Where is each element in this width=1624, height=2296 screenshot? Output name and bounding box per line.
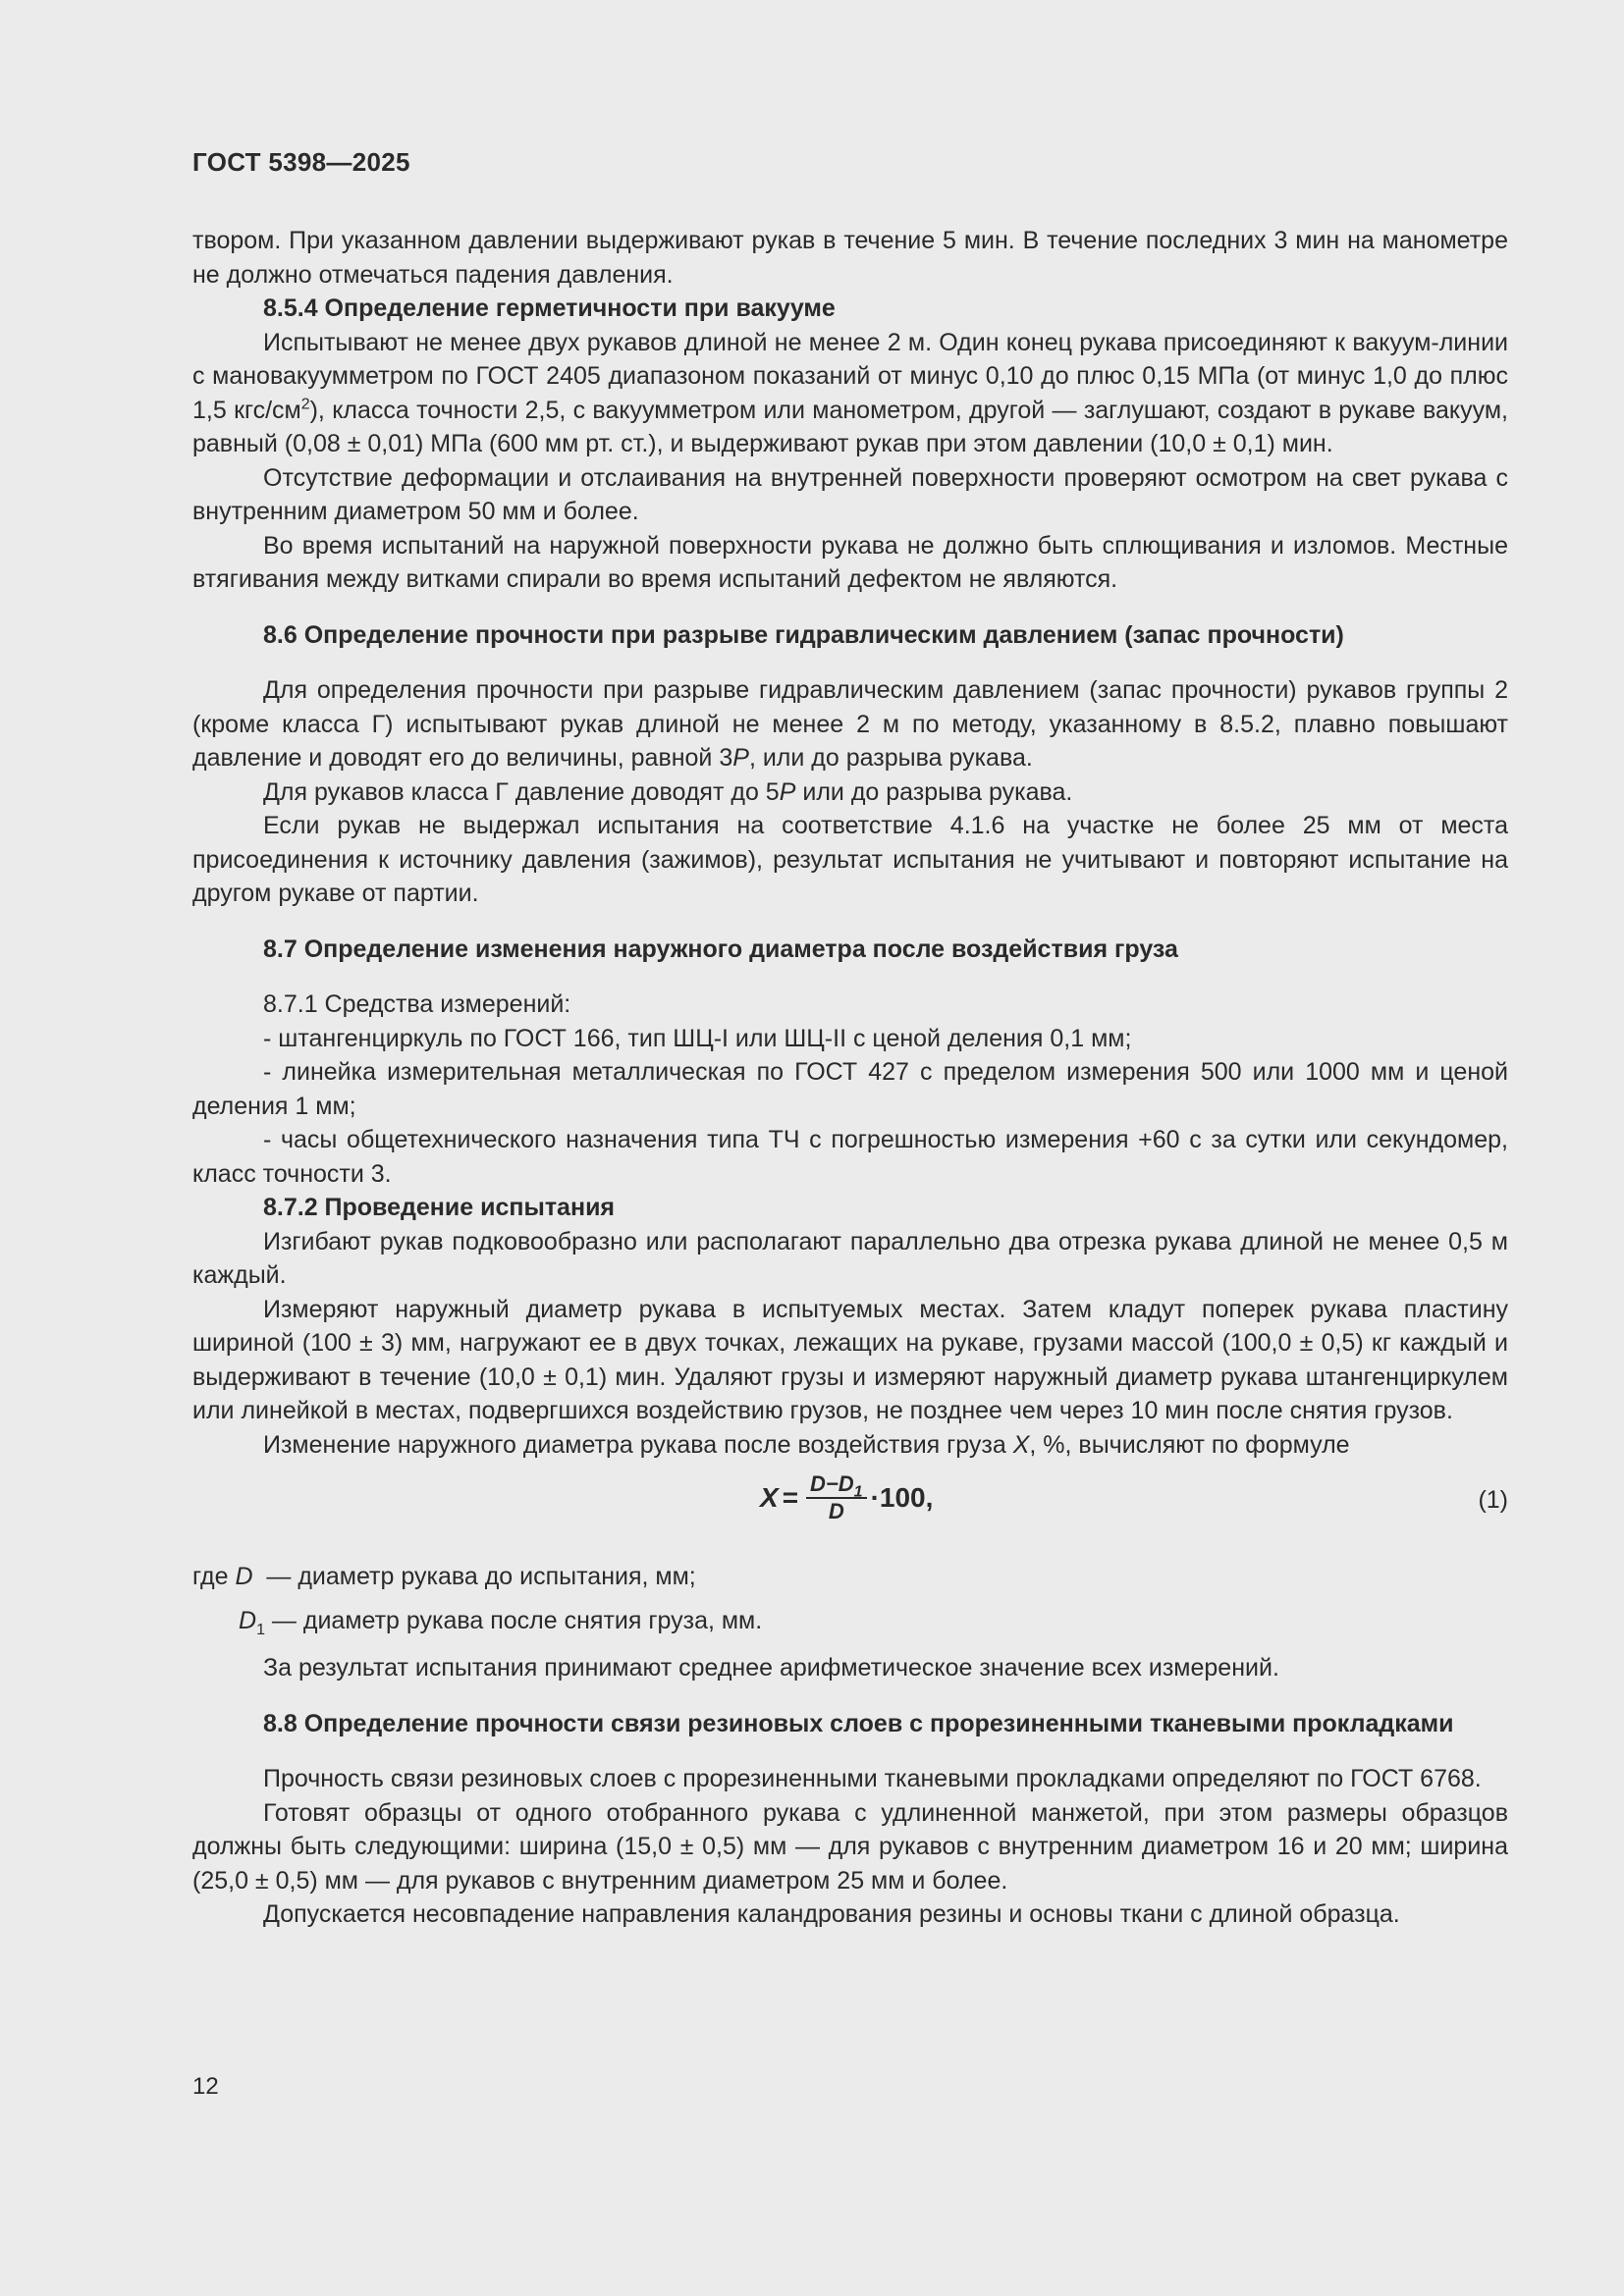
paragraph — [192, 775, 1508, 810]
paragraph: Во время испытаний на наружной поверхности рукава не должно быть сплющивания и изломов. Местные втягивания между витками спирали во время испытаний дефектом не являются. — [192, 531, 1508, 593]
italic-symbol: X — [1012, 1430, 1030, 1459]
subsection-heading-8-7-2: 8.7.2 Проведение испытания — [263, 1194, 616, 1221]
paragraph: За результат испытания принимают среднее арифметическое значение всех измерений. — [263, 1654, 1279, 1682]
where-line — [192, 1604, 1508, 1638]
paragraph — [192, 1428, 1508, 1463]
superscript: 2 — [300, 396, 310, 413]
document-body — [192, 224, 1508, 1932]
paragraph: Измеряют наружный диаметр рукава в испытуемых местах. Затем кладут поперек рукава пластину шириной (100 ± 3) мм, нагружают ее в двух точках, лежащих на рукаве, грузами массой (100,0 ± 0,5) кг каждый и выдерживают в течение (10,0 ± 0,1) мин. Удаляют грузы и измеряют наружный диаметр рукава штангенциркулем или линейкой в местах, подвергшихся воздействию грузов, не позднее чем через 10 мин после снятия грузов. — [192, 1295, 1508, 1424]
subsection-heading-8-5-4: 8.5.4 Определение герметичности при вакууме — [263, 294, 836, 322]
where-subscript: 1 — [256, 1621, 265, 1638]
text-run: , %, вычисляют по формуле — [1029, 1430, 1350, 1459]
numerator-subscript: 1 — [853, 1483, 863, 1501]
paragraph — [192, 326, 1508, 461]
paragraph: Отсутствие деформации и отслаивания на внутренней поверхности проверяют осмотром на свет рукава с внутренним диаметром 50 мм и более. — [192, 463, 1508, 525]
text-run: , или до разрыва рукава. — [748, 744, 1033, 772]
numerator-text: D−D — [810, 1471, 854, 1496]
paragraph — [192, 673, 1508, 775]
formula-numerator — [806, 1471, 867, 1499]
list-item: - часы общетехнического назначения типа ТЧ с погрешностью измерения +60 с за сутки или секундомер, класс точности 3. — [192, 1126, 1508, 1188]
text-run: или до разрыва рукава. — [795, 777, 1073, 806]
italic-symbol: P — [779, 777, 796, 806]
text-run: Изменение наружного диаметра рукава после воздействия груза — [263, 1430, 1013, 1459]
text-run: Испытывают не менее двух рукавов длиной не менее 2 м. Один конец рукава присоединяют к вакуум-линии с мановакуумметром по ГОСТ 2405 диапазоном показаний от минус 0,10 до плюс 0,15 МПа (от минус 1,0 до плюс 1,5 кгс/см — [192, 328, 1508, 424]
formula-lhs: X — [760, 1481, 779, 1513]
formula-denominator: D — [828, 1499, 844, 1523]
text-run: Для определения прочности при разрыве гидравлическим давлением (запас прочности) рукавов группы 2 (кроме класса Г) испытывают рукав длиной не менее 2 м по методу, указанному в 8.5.2, плавно повышают давление и доводят его до величины, равной 3 — [192, 676, 1508, 772]
section-heading-8-6: 8.6 Определение прочности при разрыве гидравлическим давлением (запас прочности) — [263, 620, 1344, 649]
section-heading-8-7: 8.7 Определение изменения наружного диаметра после воздействия груза — [263, 934, 1178, 963]
formula-block — [192, 1466, 1508, 1540]
text-run: Для рукавов класса Г давление доводят до 5 — [263, 777, 780, 806]
paragraph: Допускается несовпадение направления каландрования резины и основы ткани с длиной образца. — [263, 1900, 1400, 1928]
where-lead: где — [192, 1563, 236, 1590]
formula-number: (1) — [1478, 1486, 1508, 1514]
list-item: - штангенциркуль по ГОСТ 166, тип ШЦ-I или ШЦ-II с ценой деления 0,1 мм; — [263, 1024, 1132, 1052]
paragraph: Готовят образцы от одного отобранного рукава с удлиненной манжетой, при этом размеры образцов должны быть следующими: ширина (15,0 ± 0,5) мм — для рукавов с внутренним диаметром 16 и 20 мм; ширина (25,0 ± 0,5) мм — для рукавов с внутренним диаметром 25 мм и более. — [192, 1798, 1508, 1895]
paragraph: Если рукав не выдержал испытания на соответствие 4.1.6 на участке не более 25 мм от места присоединения к источнику давления (зажимов), результат испытания не учитывают и повторяют испытание на другом рукаве от партии. — [192, 812, 1508, 907]
paragraph: 8.7.1 Средства измерений: — [263, 990, 571, 1018]
italic-symbol: P — [732, 744, 749, 772]
formula-fraction — [806, 1471, 867, 1524]
section-heading-8-8: 8.8 Определение прочности связи резиновых слоев с прорезиненными тканевыми прокладками — [263, 1709, 1454, 1737]
where-symbol: D — [235, 1563, 253, 1590]
text-run: ), класса точности 2,5, с вакуумметром или манометром, другой — заглушают, создают в рукаве вакуум, равный (0,08 ± 0,01) МПа (600 мм рт. ст.), и выдерживают рукав при этом давлении (10,0 ± 0,1) мин. — [192, 396, 1508, 457]
document-header: ГОСТ 5398—2025 — [192, 147, 410, 177]
where-line — [192, 1560, 1508, 1594]
paragraph: твором. При указанном давлении выдерживают рукав в течение 5 мин. В течение последних 3 мин на манометре не должно отмечаться падения давления. — [192, 227, 1508, 289]
where-symbol: D — [239, 1606, 257, 1634]
formula-equals: = — [782, 1481, 799, 1513]
page-number: 12 — [192, 2073, 219, 2100]
where-definition: — диаметр рукава до испытания, мм; — [252, 1563, 696, 1590]
paragraph: Прочность связи резиновых слоев с прорезиненными тканевыми прокладками определяют по ГОСТ 6768. — [263, 1765, 1482, 1792]
list-item: - линейка измерительная металлическая по ГОСТ 427 с пределом измерения 500 или 1000 мм и ценой деления 1 мм; — [192, 1058, 1508, 1120]
formula-multiplier: ·100, — [870, 1481, 934, 1513]
paragraph: Изгибают рукав подковообразно или располагают параллельно два отрезка рукава длиной не менее 0,5 м каждый. — [192, 1227, 1508, 1289]
formula — [760, 1471, 933, 1524]
where-definition: — диаметр рукава после снятия груза, мм. — [264, 1606, 763, 1634]
